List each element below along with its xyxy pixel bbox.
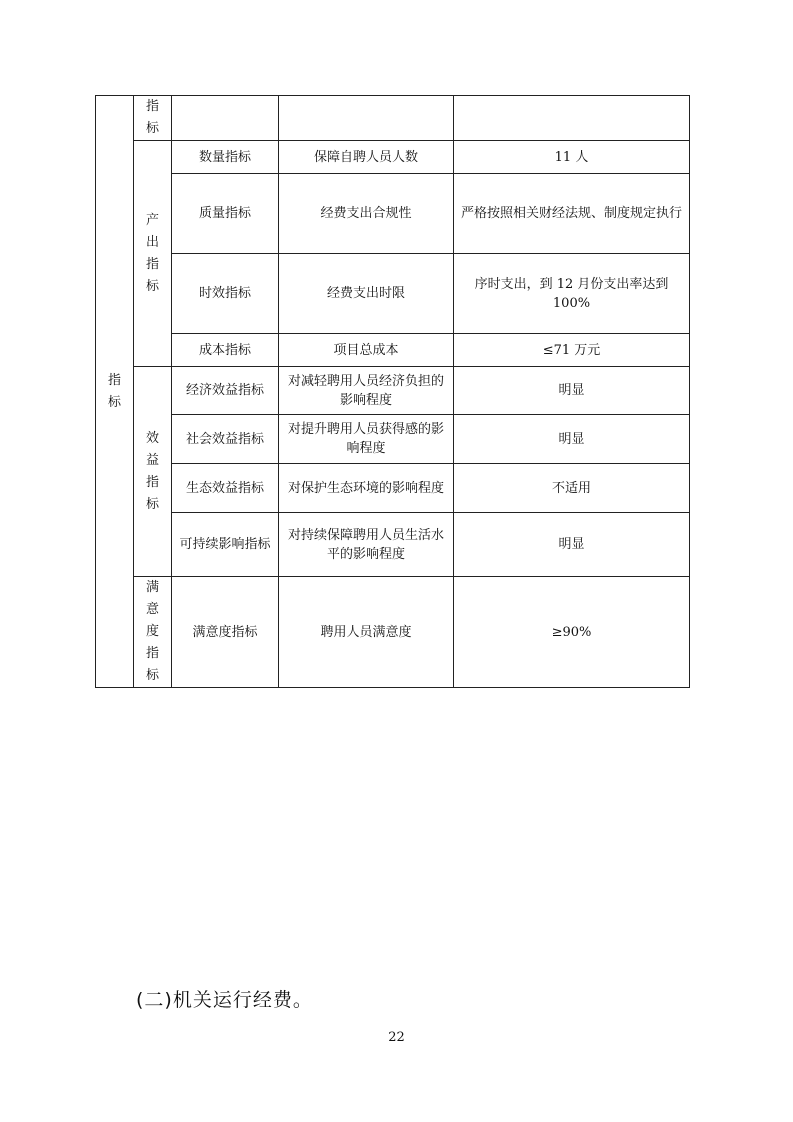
table-row [96,367,690,415]
target-cell: 严格按照相关财经法规、制度规定执行 [454,174,690,254]
satisfaction-group-cell [134,577,172,688]
benefit-group-label: 效益指标 [146,430,160,512]
target-cell: 11 人 [454,141,690,174]
target-cell: 明显 [454,513,690,577]
table-row [96,254,690,334]
indicator-cell: 满意度指标 [172,577,279,688]
target-cell: ≤71 万元 [454,334,690,367]
content-cell: 对提升聘用人员获得感的影响程度 [279,415,454,464]
content-cell: 经费支出时限 [279,254,454,334]
content-cell: 聘用人员满意度 [279,577,454,688]
indicator-cell: 成本指标 [172,334,279,367]
indicator-cell: 可持续影响指标 [172,513,279,577]
target-cell: ≥90% [454,577,690,688]
output-group-label: 产出指标 [146,212,160,294]
indicator-cell: 生态效益指标 [172,464,279,513]
indicator-cell: 时效指标 [172,254,279,334]
content-cell: 项目总成本 [279,334,454,367]
target-cell: 不适用 [454,464,690,513]
content-cell: 对减轻聘用人员经济负担的影响程度 [279,367,454,415]
section-heading: (二)机关运行经费。 [136,989,313,1011]
table-row [96,415,690,464]
target-cell: 序时支出，到 12 月份支出率达到 100% [454,254,690,334]
content-cell: 保障自聘人员人数 [279,141,454,174]
indicator-cell: 数量指标 [172,141,279,174]
content-cell: 经费支出合规性 [279,174,454,254]
empty-cell [454,96,690,141]
table-row [96,464,690,513]
level1-label: 指标 [108,372,122,410]
benefit-group-cell [134,367,172,577]
empty-cell [172,96,279,141]
indicator-cell: 经济效益指标 [172,367,279,415]
table-row [96,334,690,367]
content-cell: 对持续保障聘用人员生活水平的影响程度 [279,513,454,577]
target-cell: 明显 [454,415,690,464]
indicator-cell: 社会效益指标 [172,415,279,464]
page-number: 22 [388,1030,405,1045]
output-group-cell [134,141,172,367]
indicator-cell: 质量指标 [172,174,279,254]
level1-label-cell [96,96,134,688]
empty-cell [279,96,454,141]
table-row [96,513,690,577]
table-row [96,577,690,688]
level2-label: 指标 [146,99,160,136]
table-row [96,96,690,141]
table-row [96,174,690,254]
performance-indicator-table [95,95,690,688]
table-row [96,141,690,174]
content-cell: 对保护生态环境的影响程度 [279,464,454,513]
satisfaction-group-label: 满意度指标 [146,580,160,683]
target-cell: 明显 [454,367,690,415]
level2-label-cell [134,96,172,141]
